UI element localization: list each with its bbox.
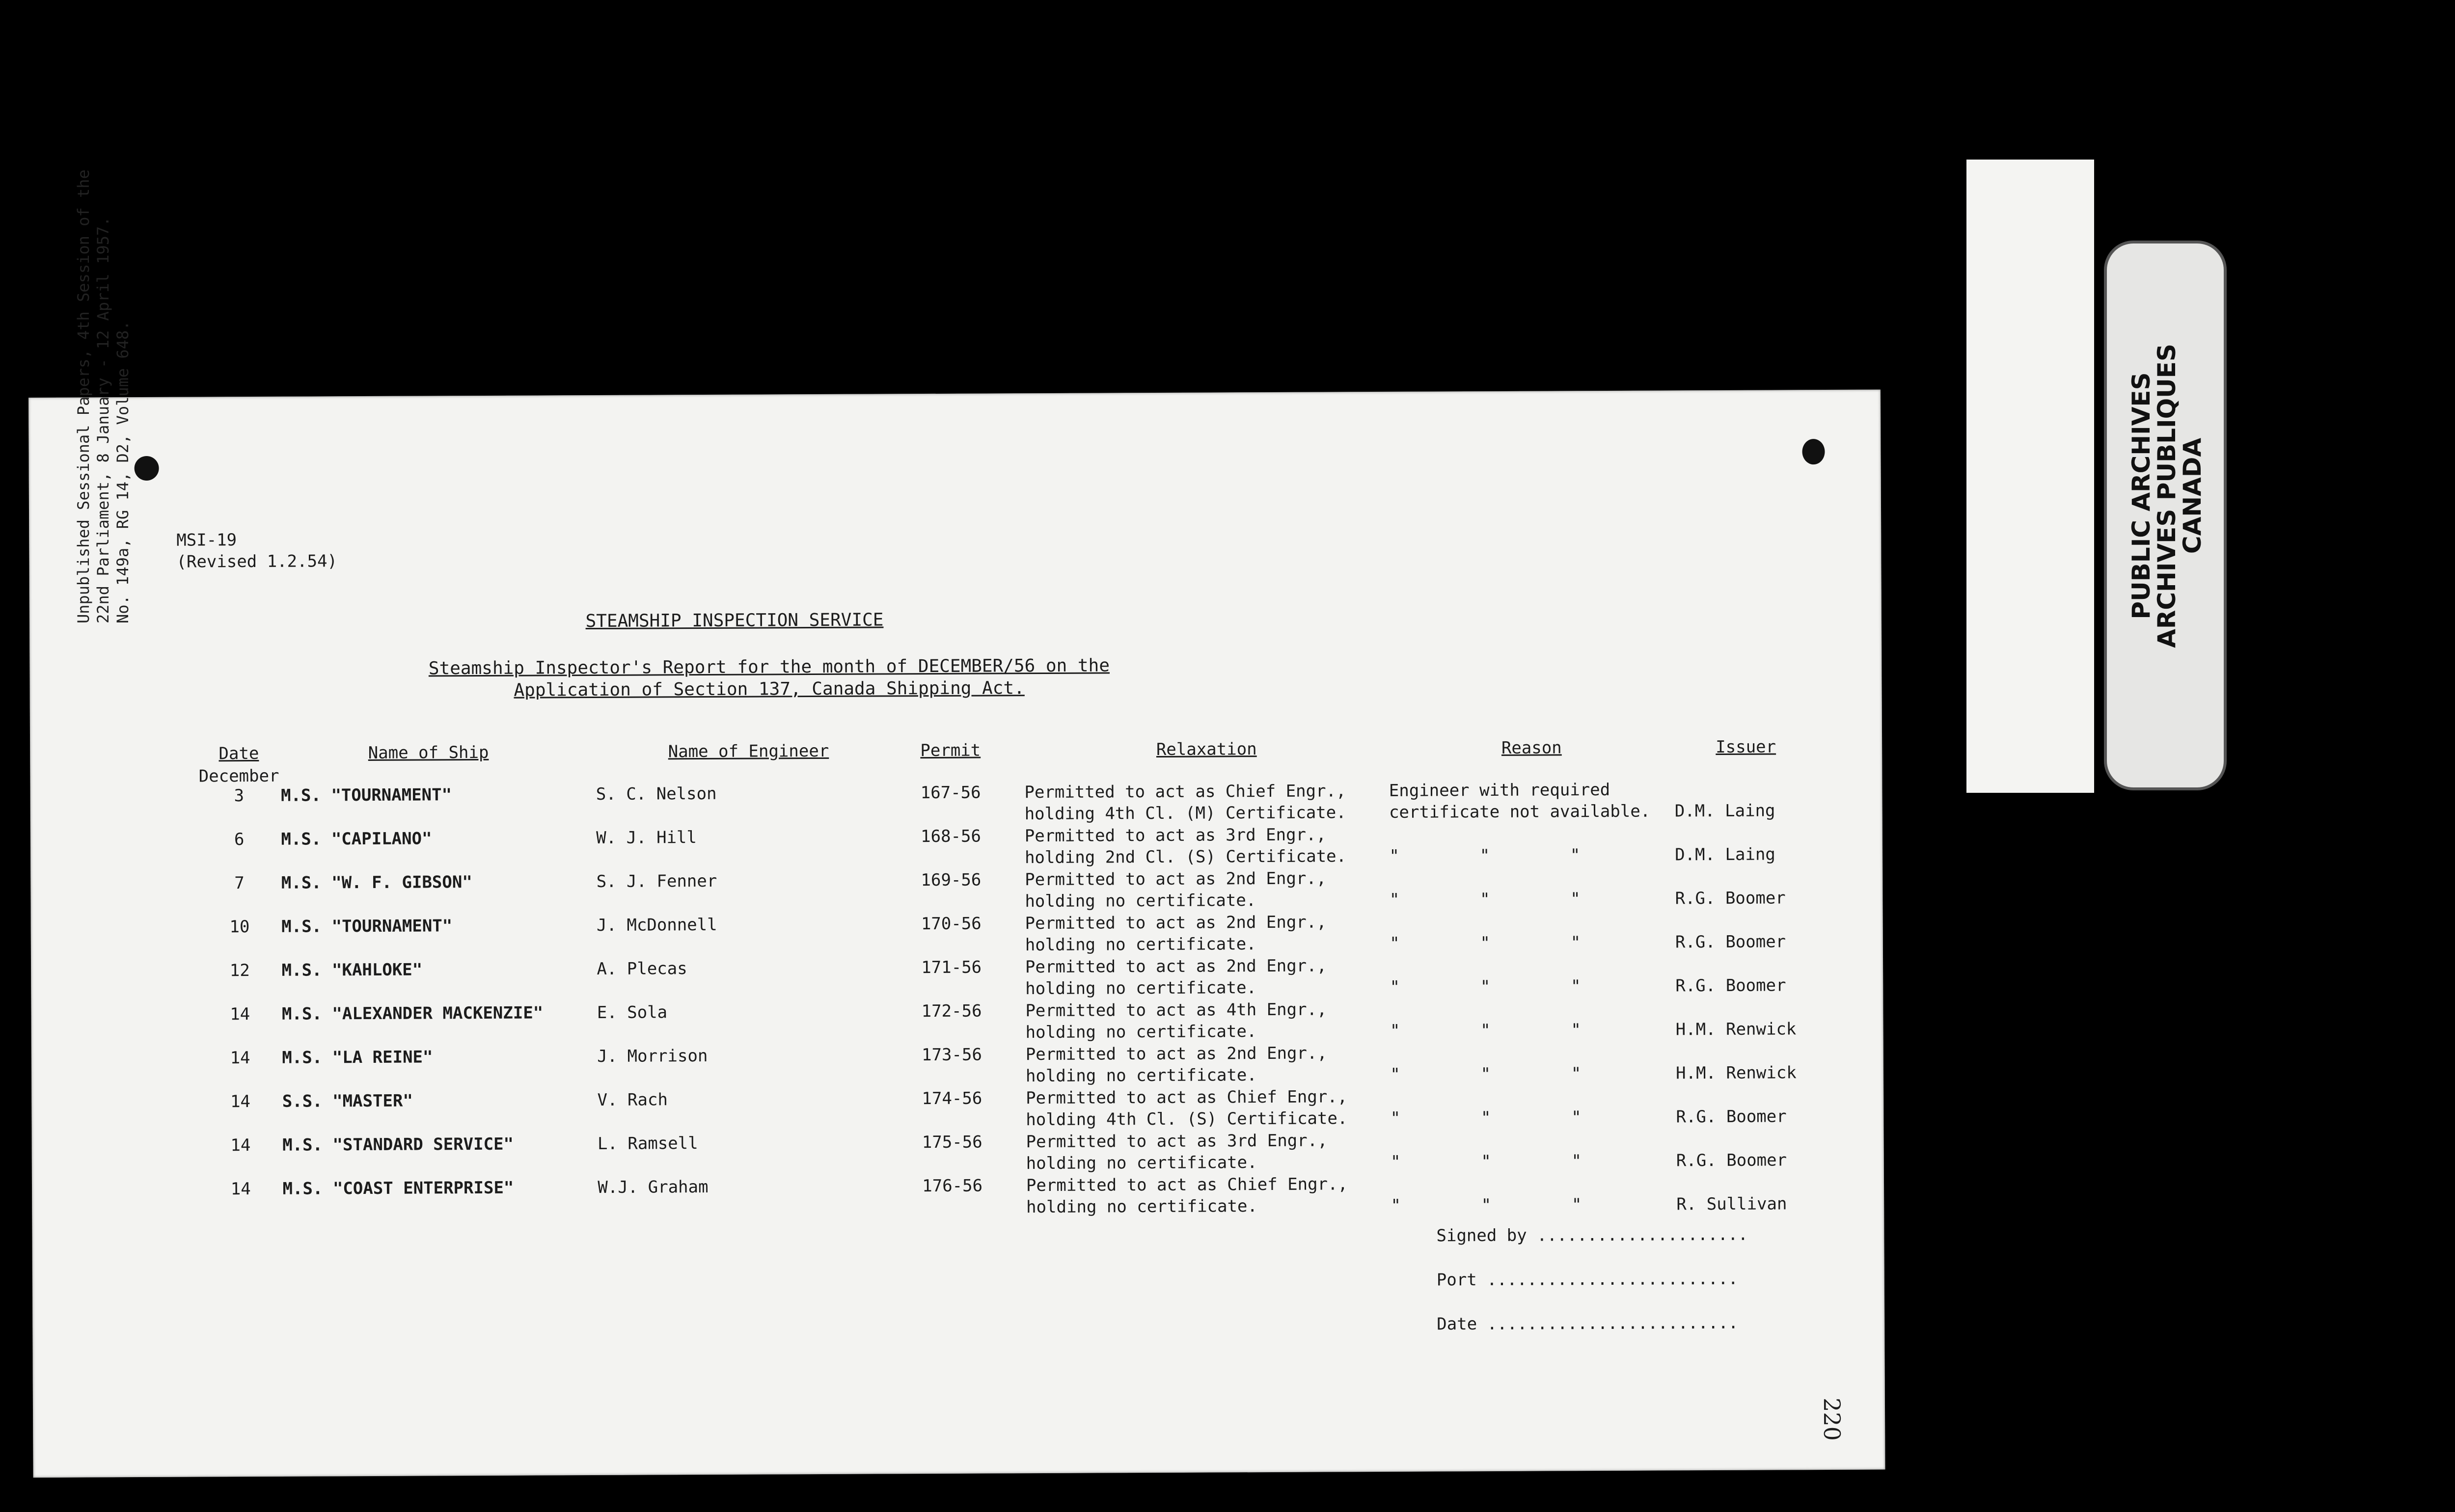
table-row: [197, 778, 1817, 829]
permit-cell: 167-56: [920, 783, 981, 803]
report-title: STEAMSHIP INSPECTION SERVICE: [585, 610, 884, 632]
reason-cell: " " ": [1390, 1020, 1581, 1041]
form-code: MSI-19 (Revised 1.2.54): [176, 530, 338, 572]
reason-cell: Engineer with required certificate not available.: [1389, 780, 1651, 822]
column-header-issuer: Issuer: [1716, 737, 1776, 757]
engineer-cell: J. McDonnell: [596, 915, 717, 935]
permit-cell: 171-56: [921, 957, 982, 978]
column-header-ship: Name of Ship: [368, 742, 489, 763]
date-cell: 6: [234, 830, 245, 850]
reason-cell: " " ": [1389, 845, 1581, 866]
issuer-cell: R.G. Boomer: [1676, 1150, 1787, 1171]
report-subtitle: Application of Section 137, Canada Shipping Act.: [514, 678, 1025, 701]
date-cell: 10: [229, 917, 250, 937]
table-row: [198, 997, 1818, 1047]
permit-cell: 168-56: [921, 826, 982, 847]
engineer-cell: L. Ramsell: [597, 1134, 698, 1154]
ship-cell: M.S. "W. F. GIBSON": [281, 872, 472, 893]
month-label: December: [198, 766, 279, 786]
engineer-cell: S. C. Nelson: [596, 783, 717, 804]
relaxation-cell: Permitted to act as Chief Engr., holding 4th Cl. (S) Certificate.: [1026, 1087, 1348, 1130]
permit-cell: 173-56: [921, 1045, 982, 1065]
engineer-cell: A. Plecas: [597, 959, 687, 979]
punch-hole: [1802, 439, 1825, 464]
permit-table: [197, 736, 1819, 1222]
relaxation-cell: Permitted to act as Chief Engr., holding no certificate.: [1026, 1174, 1348, 1217]
issuer-cell: H.M. Renwick: [1675, 1019, 1797, 1040]
reason-cell: " " ": [1390, 1064, 1582, 1084]
reason-cell: " " ": [1389, 889, 1581, 910]
engineer-cell: E. Sola: [597, 1002, 668, 1023]
relaxation-cell: Permitted to act as 2nd Engr., holding no certificate.: [1025, 868, 1327, 912]
date-line: Date .........................: [1437, 1313, 1739, 1334]
page-number: 220: [1818, 1397, 1846, 1441]
issuer-cell: R.G. Boomer: [1675, 975, 1786, 996]
issuer-cell: D.M. Laing: [1674, 801, 1775, 821]
date-cell: 14: [230, 1004, 250, 1025]
relaxation-cell: Permitted to act as 3rd Engr., holding no certificate.: [1026, 1131, 1328, 1174]
engineer-cell: J. Morrison: [597, 1046, 708, 1066]
permit-cell: 172-56: [921, 1001, 982, 1022]
relaxation-cell: Permitted to act as 2nd Engr., holding no certificate.: [1025, 1043, 1327, 1086]
relaxation-cell: Permitted to act as 2nd Engr., holding no certificate.: [1025, 912, 1327, 955]
report-sheet: [28, 390, 1885, 1478]
table-row: [197, 865, 1818, 916]
relaxation-cell: Permitted to act as 3rd Engr., holding 2nd Cl. (S) Certificate.: [1024, 825, 1347, 868]
ship-cell: M.S. "LA REINE": [282, 1047, 433, 1068]
relaxation-cell: Permitted to act as 4th Engr., holding no certificate.: [1025, 999, 1327, 1043]
column-header-relaxation: Relaxation: [1156, 739, 1257, 759]
column-header-permit: Permit: [920, 740, 981, 761]
reason-cell: " " ": [1390, 976, 1581, 997]
date-cell: 14: [230, 1179, 251, 1199]
table-row: [198, 1040, 1819, 1091]
ship-cell: M.S. "STANDARD SERVICE": [282, 1134, 514, 1155]
date-cell: 14: [230, 1135, 251, 1156]
table-row: [198, 953, 1818, 1003]
table-row: [199, 1171, 1819, 1222]
ship-cell: M.S. "COAST ENTERPRISE": [282, 1178, 514, 1199]
ship-cell: M.S. "TOURNAMENT": [280, 785, 452, 806]
issuer-cell: D.M. Laing: [1675, 844, 1775, 865]
engineer-cell: W.J. Graham: [598, 1177, 709, 1197]
column-header-date: Date: [218, 743, 259, 764]
issuer-cell: R. Sullivan: [1676, 1194, 1787, 1215]
relaxation-cell: Permitted to act as 2nd Engr., holding no certificate.: [1025, 956, 1327, 999]
relaxation-cell: Permitted to act as Chief Engr., holding 4th Cl. (M) Certificate.: [1024, 781, 1346, 824]
ship-cell: M.S. "CAPILANO": [281, 829, 432, 849]
table-row: [198, 909, 1818, 960]
ship-cell: S.S. "MASTER": [282, 1091, 413, 1111]
permit-cell: 170-56: [921, 914, 982, 934]
permit-cell: 169-56: [921, 870, 982, 891]
date-cell: 14: [230, 1048, 250, 1068]
issuer-cell: R.G. Boomer: [1676, 1107, 1787, 1127]
column-header-engineer: Name of Engineer: [668, 741, 829, 762]
reason-cell: " " ": [1391, 1195, 1582, 1215]
permit-cell: 176-56: [922, 1176, 983, 1196]
table-row: [199, 1128, 1819, 1178]
archive-card: [1966, 160, 2094, 793]
archives-stamp-text: PUBLIC ARCHIVES ARCHIVES PUBLIQUES CANADA: [2127, 344, 2207, 648]
engineer-cell: S. J. Fenner: [596, 871, 717, 891]
reason-cell: " " ": [1390, 1107, 1582, 1128]
ship-cell: M.S. "TOURNAMENT": [281, 916, 453, 937]
permit-cell: 174-56: [922, 1088, 982, 1109]
date-cell: 14: [230, 1092, 251, 1112]
reason-cell: " " ": [1390, 933, 1581, 953]
ship-cell: M.S. "ALEXANDER MACKENZIE": [281, 1003, 544, 1024]
punch-hole: [135, 456, 159, 481]
ship-cell: M.S. "KAHLOKE": [281, 960, 423, 980]
column-header-reason: Reason: [1501, 738, 1562, 758]
date-cell: 7: [234, 873, 245, 893]
signed-by-line: Signed by .....................: [1436, 1224, 1748, 1246]
reason-cell: " " ": [1391, 1151, 1582, 1172]
date-cell: 3: [234, 786, 245, 806]
archive-card-text: Unpublished Sessional Papers, 4th Session of the 22nd Parliament, 8 January - 12 April 1957. No. 149a, RG 14, D2, Volume 648.: [74, 169, 132, 623]
issuer-cell: R.G. Boomer: [1675, 888, 1786, 909]
engineer-cell: V. Rach: [597, 1090, 668, 1110]
issuer-cell: R.G. Boomer: [1675, 932, 1786, 952]
date-cell: 12: [229, 961, 250, 981]
table-row: [197, 822, 1818, 872]
port-line: Port .........................: [1436, 1269, 1739, 1290]
permit-cell: 175-56: [922, 1132, 982, 1153]
table-row: [198, 1084, 1819, 1134]
issuer-cell: H.M. Renwick: [1676, 1063, 1797, 1083]
report-subtitle: Steamship Inspector's Report for the month of DECEMBER/56 on the: [428, 655, 1110, 679]
engineer-cell: W. J. Hill: [596, 828, 697, 848]
